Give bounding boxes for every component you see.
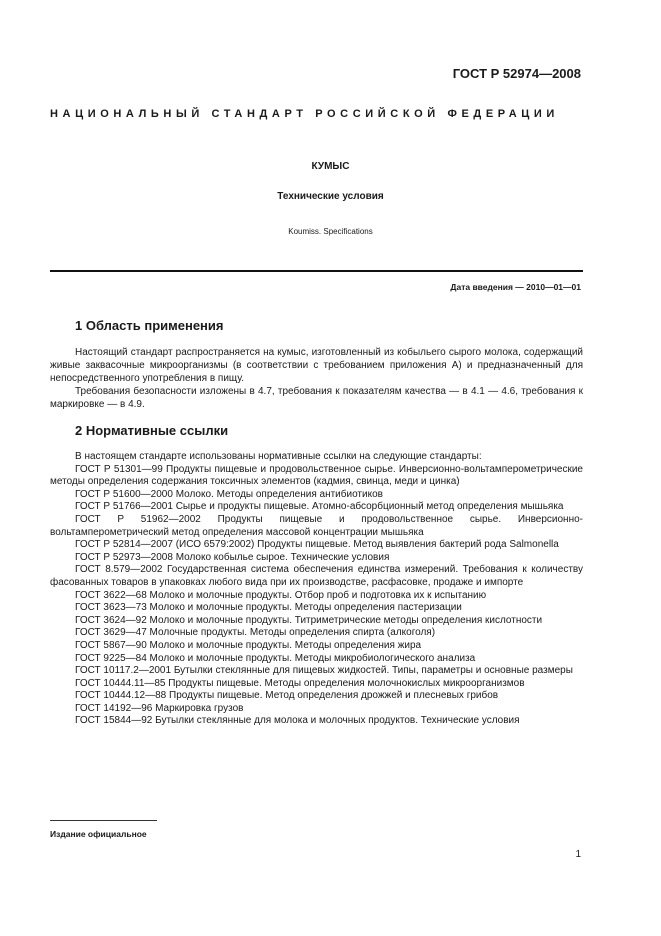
standard-code: ГОСТ Р 52974—2008 — [452, 66, 581, 81]
reference-item: ГОСТ 14192—96 Маркировка грузов — [75, 702, 244, 714]
reference-item: ГОСТ 10444.11—85 Продукты пищевые. Методы определения молочнокислых микроорганизмов — [75, 677, 525, 689]
reference-item: ГОСТ Р 51301—99 Продукты пищевые и продовольственное сырье. Инверсионно-вольтамперометрические методы определения содержания токсичных элементов (кадмия, свинца, меди и цинка) — [50, 463, 583, 488]
national-standard-title: НАЦИОНАЛЬНЫЙ СТАНДАРТ РОССИЙСКОЙ ФЕДЕРАЦИИ — [50, 108, 559, 120]
paragraph: Настоящий стандарт распространяется на кумыс, изготовленный из кобыльего сырого молока, содержащий живые заквасочные микроорганизмы (в соответствии с требованием приложения А) и предназначенный для непосредственного употребления в пищу. — [50, 347, 583, 384]
reference-item: ГОСТ 15844—92 Бутылки стеклянные для молока и молочных продуктов. Технические условия — [75, 715, 520, 727]
document-title: КУМЫС — [311, 161, 350, 172]
section-1-heading: 1 Область применения — [75, 318, 224, 333]
section-1-body — [50, 346, 583, 411]
section-2-heading: 2 Нормативные ссылки — [75, 423, 229, 438]
reference-item: ГОСТ Р 52814—2007 (ИСО 6579:2002) Продукты пищевые. Метод выявления бактерий рода Salmonella — [75, 539, 559, 551]
reference-item: ГОСТ Р 51962—2002 Продукты пищевые и продовольственное сырье. Инверсионно-вольтамперометрический метод определения массовой концентрации мышьяка — [50, 513, 583, 538]
reference-item: ГОСТ 8.579—2002 Государственная система обеспечения единства измерений. Требования к количеству фасованных товаров в упаковках любого вида при их производстве, расфасовке, продаже и импорте — [50, 564, 583, 588]
references-list — [50, 451, 583, 728]
reference-item: ГОСТ Р 51600—2000 Молоко. Методы определения антибиотиков — [75, 488, 383, 500]
paragraph: Требования безопасности изложены в 4.7, требования к показателям качества — в 4.1 — 4.6, требования к маркировке — в 4.9. — [50, 386, 583, 410]
reference-item: ГОСТ 10117.2—2001 Бутылки стеклянные для пищевых жидкостей. Типы, параметры и основные размеры — [75, 665, 573, 677]
footer-divider — [50, 820, 157, 821]
english-title: Koumiss. Specifications — [288, 227, 373, 236]
edition-label: Издание официальное — [50, 829, 147, 839]
reference-item: ГОСТ 9225—84 Молоко и молочные продукты. Методы микробиологического анализа — [75, 652, 476, 664]
reference-item: ГОСТ 3629—47 Молочные продукты. Методы определения спирта (алкоголя) — [75, 627, 436, 639]
header-divider — [50, 270, 583, 272]
reference-item: ГОСТ Р 51766—2001 Сырье и продукты пищевые. Атомно-абсорбционный метод определения мышьяка — [75, 501, 564, 513]
references-intro: В настоящем стандарте использованы нормативные ссылки на следующие стандарты: — [75, 451, 482, 462]
page-number: 1 — [575, 849, 581, 860]
document-subtitle: Технические условия — [277, 191, 384, 202]
intro-date: Дата введения — 2010—01—01 — [450, 282, 581, 292]
reference-item: ГОСТ 10444.12—88 Продукты пищевые. Метод определения дрожжей и плесневых грибов — [75, 690, 499, 702]
reference-item: ГОСТ 3623—73 Молоко и молочные продукты. Методы определения пастеризации — [75, 602, 462, 614]
reference-item: ГОСТ 3624—92 Молоко и молочные продукты. Титриметрические методы определения кислотности — [75, 614, 543, 626]
reference-item: ГОСТ 3622—68 Молоко и молочные продукты. Отбор проб и подготовка их к испытанию — [75, 589, 487, 601]
reference-item: ГОСТ Р 52973—2008 Молоко кобылье сырое. Технические условия — [75, 551, 390, 563]
reference-item: ГОСТ 5867—90 Молоко и молочные продукты. Методы определения жира — [75, 639, 422, 651]
